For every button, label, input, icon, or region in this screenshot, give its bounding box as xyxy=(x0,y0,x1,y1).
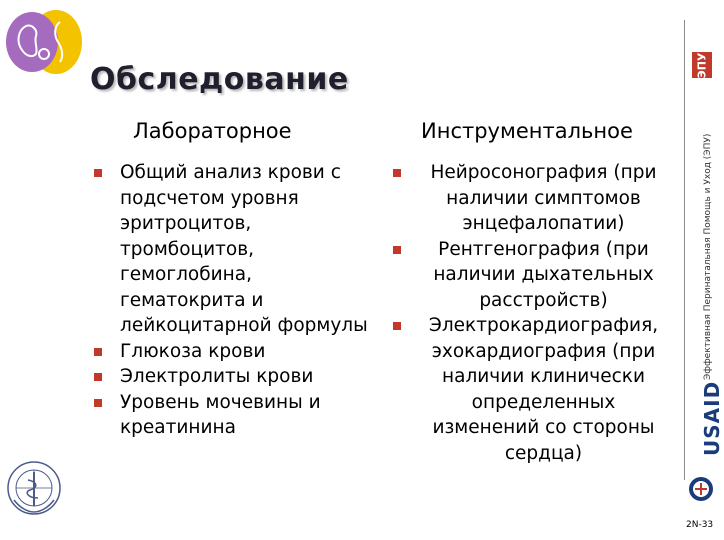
list-item-text: Общий анализ крови с подсчетом уровня эритроцитов, тромбоцитов, гемоглобина, гематокрита и лейкоцитарной формулы xyxy=(120,162,368,336)
bullet-square-icon xyxy=(94,399,102,407)
usaid-seal-icon xyxy=(688,476,714,502)
bullet-square-icon xyxy=(94,348,102,356)
instrumental-heading: Инструментальное xyxy=(421,119,633,143)
ipu-logo-icon xyxy=(692,52,712,78)
bullet-square-icon xyxy=(393,169,401,177)
instrumental-list xyxy=(393,160,668,466)
list-item-text: Рентгенография (при наличии дыхательных расстройств) xyxy=(433,238,654,311)
ipu-logo-text: ЭПУ xyxy=(695,52,709,78)
bullet-square-icon xyxy=(393,246,401,254)
program-logo xyxy=(2,8,84,80)
sidebar-divider xyxy=(684,20,685,480)
usaid-logo: USAID xyxy=(700,380,724,456)
list-item xyxy=(94,390,374,441)
bullet-square-icon xyxy=(393,322,401,330)
bullet-square-icon xyxy=(94,169,102,177)
program-name-vertical: Эффективная Перинатальная Помощь и Уход (ЭПУ) xyxy=(703,133,713,380)
list-item xyxy=(94,160,374,339)
list-item xyxy=(94,364,374,390)
list-item-text: Нейросонография (при наличии симптомов энцефалопатии) xyxy=(430,162,657,234)
slide-title: Обследование xyxy=(90,62,349,97)
lab-list xyxy=(94,160,374,441)
list-item-text: Уровень мочевины и креатинина xyxy=(120,391,321,438)
list-item-text: Электролиты крови xyxy=(120,366,314,387)
bullet-square-icon xyxy=(94,373,102,381)
list-item xyxy=(393,313,668,466)
slide-number: 2N-33 xyxy=(686,520,714,530)
lab-heading: Лабораторное xyxy=(133,119,292,143)
list-item xyxy=(94,339,374,365)
list-item-text: Электрокардиография, эхокардиография (при наличии клинически определенных изменений со стороны сердца) xyxy=(428,315,659,464)
list-item-text: Глюкоза крови xyxy=(120,340,266,362)
list-item xyxy=(393,237,668,314)
list-item xyxy=(393,160,668,237)
who-emblem-icon xyxy=(6,460,62,516)
